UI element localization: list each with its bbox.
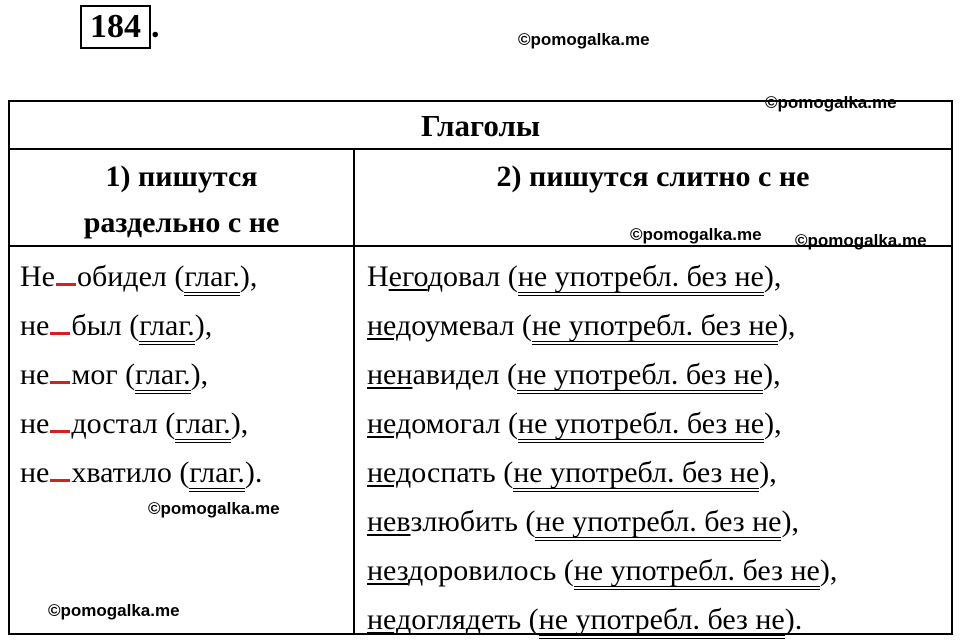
usage-note: не употребл. без не (574, 556, 820, 590)
list-item: ненавидел (не употребл. без не), (367, 350, 947, 399)
col1-header (10, 154, 353, 246)
col1-list (20, 252, 350, 497)
task-number (80, 5, 160, 49)
word-underlined: нев (367, 505, 411, 538)
watermark-1: ©pomogalka.me (518, 30, 650, 49)
list-item: недомогал (не употребл. без не), (367, 399, 947, 448)
list-item: не хватило (глаг.). (20, 448, 350, 497)
neg-particle: Не (20, 260, 55, 293)
word-underlined: нед (367, 407, 412, 440)
punct: ), (759, 456, 777, 489)
watermark-3: ©pomogalka.me (630, 225, 762, 244)
list-item: не достал (глаг.), (20, 399, 350, 448)
pos-note: глаг. (139, 311, 195, 345)
divider-columns (353, 148, 355, 633)
neg-particle: не (20, 358, 50, 391)
pos-note: глаг. (189, 458, 245, 492)
word-rest: омогал (411, 407, 501, 440)
punct: ). (784, 603, 803, 636)
usage-note: не употребл. без не (539, 605, 785, 639)
gap-mark (50, 408, 70, 433)
list-item: Негодовал (не употребл. без не), (367, 252, 947, 301)
verb-word: хватило (71, 456, 172, 489)
usage-note: не употребл. без не (517, 360, 763, 394)
gap-mark (50, 457, 70, 482)
usage-note: не употребл. без не (518, 262, 764, 296)
list-item: недоглядеть (не употребл. без не). (367, 595, 947, 644)
verb-word: был (71, 309, 122, 342)
punct: ), (239, 260, 258, 293)
punct: ), (230, 407, 249, 440)
col2-list (367, 252, 947, 644)
punct: ). (244, 456, 263, 489)
punct: ), (763, 358, 781, 391)
word-underlined: нед (367, 456, 412, 489)
watermark-4: ©pomogalka.me (795, 231, 927, 250)
word-prefix: Н (367, 260, 389, 293)
col2-header: 2) пишутся слитно с не (496, 160, 810, 193)
col1-header-line1: 1) пишутся (105, 160, 258, 193)
word-rest: доровилось (408, 554, 557, 587)
divider-title (10, 148, 951, 150)
col1-header-line2: раздельно с не (83, 206, 280, 239)
verb-word: мог (71, 358, 118, 391)
word-underlined: нез (367, 554, 409, 587)
punct: ), (194, 309, 213, 342)
neg-particle: не (20, 456, 50, 489)
task-number-value: 184 (90, 8, 141, 45)
usage-note: не употребл. без не (532, 311, 778, 345)
neg-particle: не (20, 309, 50, 342)
verb-word: обидел (76, 260, 167, 293)
watermark-6: ©pomogalka.me (48, 601, 180, 620)
gap-mark (50, 359, 70, 384)
word-underlined: нед (367, 603, 412, 636)
table-title: Глаголы (420, 108, 541, 143)
list-item: не был (глаг.), (20, 301, 350, 350)
list-item: Не обидел (глаг.), (20, 252, 350, 301)
usage-note: не употребл. без не (535, 507, 781, 541)
list-item: не мог (глаг.), (20, 350, 350, 399)
punct: ), (777, 309, 796, 342)
gap-mark (56, 261, 76, 286)
pos-note: глаг. (135, 360, 191, 394)
task-number-box (80, 5, 151, 49)
verb-word: достал (71, 407, 158, 440)
task-number-dot: . (151, 8, 160, 45)
usage-note: не употребл. без не (513, 458, 759, 492)
word-underlined: нен (367, 358, 413, 391)
list-item: невзлюбить (не употребл. без не), (367, 497, 947, 546)
list-item: недоумевал (не употребл. без не), (367, 301, 947, 350)
list-item: недоспать (не употребл. без не), (367, 448, 947, 497)
word-rest: оумевал (411, 309, 515, 342)
verbs-table (8, 100, 953, 635)
neg-particle: не (20, 407, 50, 440)
word-rest: злюбить (410, 505, 518, 538)
gap-mark (50, 310, 70, 335)
word-rest: оглядеть (411, 603, 522, 636)
word-rest: довал (427, 260, 501, 293)
watermark-2: ©pomogalka.me (765, 93, 897, 112)
word-rest: авидел (412, 358, 500, 391)
usage-note: не употребл. без не (518, 409, 764, 443)
list-item: нездоровилось (не употребл. без не), (367, 546, 947, 595)
punct: ), (190, 358, 209, 391)
pos-note: глаг. (175, 409, 231, 443)
punct: ), (819, 554, 838, 587)
word-rest: оспать (411, 456, 496, 489)
watermark-5: ©pomogalka.me (148, 499, 280, 518)
pos-note: глаг. (184, 262, 240, 296)
punct: ), (781, 505, 799, 538)
punct: ), (763, 260, 782, 293)
word-underlined: нед (367, 309, 412, 342)
punct: ), (764, 407, 782, 440)
word-underlined: его (388, 260, 428, 293)
